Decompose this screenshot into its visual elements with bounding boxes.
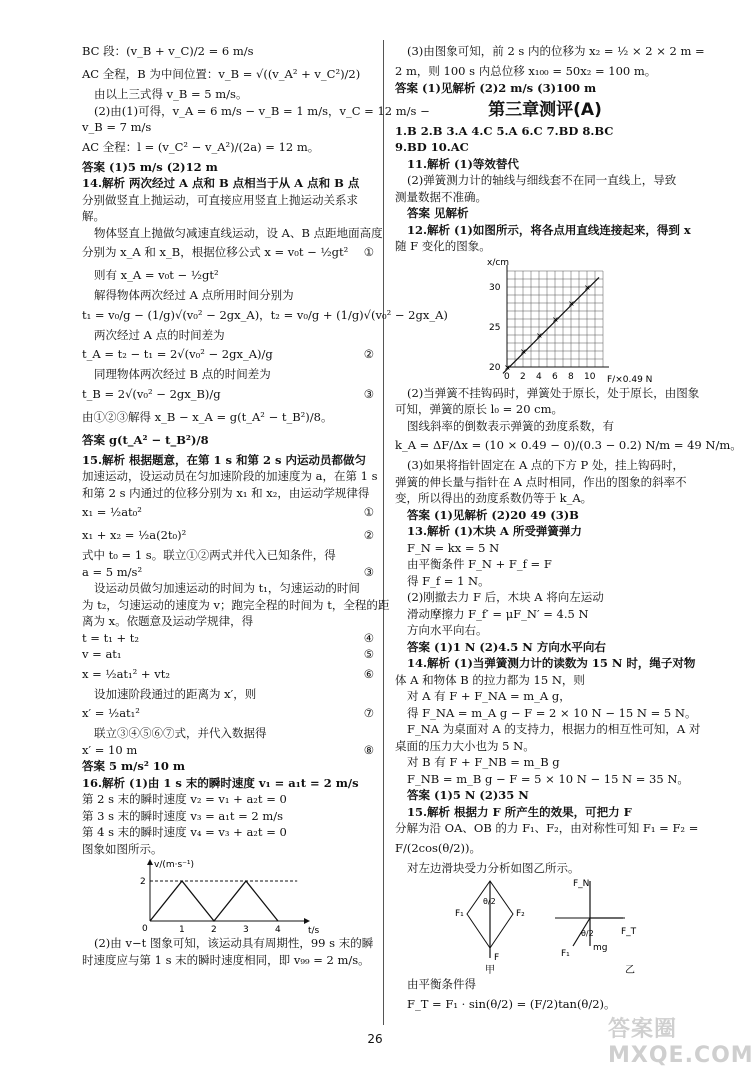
text-line: 得 F_NA = m_A g − F = 2 × 10 N − 15 N = 5 N。 bbox=[407, 705, 697, 720]
choice-answers: 1.B 2.B 3.A 4.C 5.A 6.C 7.BD 8.BC bbox=[395, 123, 614, 138]
text-line: 离为 x。依题意及运动学规律，得 bbox=[82, 614, 254, 628]
text-line: 图象如图所示。 bbox=[82, 841, 163, 856]
y-tick-label: 2 bbox=[140, 877, 146, 887]
y-axis-label: v/(m·s⁻¹) bbox=[154, 860, 195, 870]
equation-line: x₁ = ½at₀² ① bbox=[82, 505, 374, 519]
data-point: × bbox=[536, 330, 543, 340]
column-divider bbox=[383, 40, 384, 1025]
y-axis-label: x/cm bbox=[487, 257, 510, 268]
text-line: 对 A 有 F + F_NA = m_A g， bbox=[407, 689, 571, 703]
text-line: 滑动摩擦力 F_f′ = μF_N′ = 4.5 N bbox=[407, 606, 589, 621]
angle-label: θ/2 bbox=[483, 897, 496, 906]
data-point: × bbox=[584, 282, 591, 292]
x-axis-arrow bbox=[304, 918, 310, 924]
text-line: AC 全程：l = (v_C² − v_A²)/(2a) = 12 m。 bbox=[82, 139, 320, 154]
text-line: 由平衡条件 F_N + F_f = F bbox=[407, 557, 552, 571]
y-axis-arrow bbox=[147, 859, 153, 865]
chapter-title: 第三章测评(A) bbox=[488, 100, 602, 120]
text-line: (2)由 v−t 图象可知，该运动具有周期性，99 s 末的瞬 bbox=[94, 936, 374, 950]
text-line: 联立③④⑤⑥⑦式，并代入数据得 bbox=[94, 726, 267, 740]
answer-line: 答案 (1)见解析 (2)20 49 (3)B bbox=[407, 507, 579, 522]
text-line: (3)由图象可知，前 2 s 内的位移为 x₂ = ½ × 2 × 2 m = bbox=[407, 44, 705, 58]
text-line: 分别做竖直上抛运动，可直接应用竖直上抛运动关系求解。 bbox=[82, 192, 358, 223]
force-label-f2: F₂ bbox=[516, 909, 525, 919]
force-label-f1: F₁ bbox=[561, 949, 570, 959]
x-tick-label: 4 bbox=[536, 371, 542, 382]
text-line: 变，所以得出的劲度系数仍等于 k_A。 bbox=[395, 491, 593, 505]
data-point: × bbox=[552, 314, 559, 324]
equation-line: 则有 x_A = v₀t − ½gt² bbox=[94, 268, 219, 282]
text-line: 弹簧的伸长量与指针在 A 点时相同，作出的图象的斜率不 bbox=[395, 474, 687, 489]
figure-jia bbox=[455, 881, 525, 976]
text-line: 方向水平向右。 bbox=[407, 623, 488, 637]
equation-line: x′ = ½at₁² ⑦ bbox=[82, 706, 374, 720]
text-line: 和第 2 s 内通过的位移分别为 x₁ 和 x₂，由运动学规律得 bbox=[82, 485, 370, 500]
text-line: 可知，弹簧的原长 l₀ = 20 cm。 bbox=[395, 402, 564, 416]
text-line: 物体竖直上抛做匀减速直线运动，设 A、B 点距地面高度 bbox=[94, 225, 383, 240]
vt-series-line bbox=[150, 881, 278, 921]
choice-answers: 9.BD 10.AC bbox=[395, 140, 469, 154]
figure-label-jia: 甲 bbox=[485, 965, 495, 976]
x-f-chart bbox=[485, 255, 685, 385]
text-line: 随 F 变化的图象。 bbox=[395, 239, 491, 253]
text-line: 对 B 有 F + F_NB = m_B g bbox=[407, 755, 560, 769]
figure-yi bbox=[555, 879, 637, 976]
text-line: (2)刚撤去力 F 后，木块 A 将向左运动 bbox=[407, 590, 604, 604]
text-line: 图线斜率的倒数表示弹簧的劲度系数，有 bbox=[407, 418, 614, 433]
text-line: 同理物体两次经过 B 点的时间差为 bbox=[94, 367, 271, 381]
text-line: 式中 t₀ = 1 s。联立①②两式并代入已知条件，得 bbox=[82, 548, 336, 562]
answer-line: 答案 见解析 bbox=[407, 206, 469, 220]
page-number: 26 bbox=[367, 1032, 383, 1046]
text-line: F_NA 为桌面对 A 的支持力，根据力的相互性可知，A 对 bbox=[407, 722, 701, 736]
force-diagrams bbox=[395, 876, 685, 976]
x-axis-label: F/×0.49 N bbox=[607, 374, 653, 385]
text-line: 15.解析 根据力 F 所产生的效果，可把力 F bbox=[407, 804, 632, 819]
text-line: 13.解析 (1)木块 A 所受弹簧弹力 bbox=[407, 524, 582, 538]
data-point: × bbox=[504, 362, 511, 372]
y-tick-label: 20 bbox=[489, 362, 501, 373]
answer-line: 答案 (1)5 m/s (2)12 m bbox=[82, 159, 218, 174]
text-line: 体 A 和物体 B 的拉力都为 15 N，则 bbox=[395, 672, 585, 687]
x-tick-label: 1 bbox=[179, 925, 185, 935]
equation-line: x′ = 10 m ⑧ bbox=[82, 742, 374, 757]
text-line: (2)当弹簧不挂钩码时，弹簧处于原长，处于原长，由图象 bbox=[407, 385, 700, 400]
force-label-mg: mg bbox=[593, 943, 608, 953]
text-line: 由①②③解得 x_B − x_A = g(t_A² − t_B²)/8。 bbox=[82, 409, 333, 424]
x-tick-label: 8 bbox=[568, 371, 574, 382]
y-tick-label: 25 bbox=[489, 322, 501, 333]
x-tick-label: 3 bbox=[243, 925, 249, 935]
text-line: (3)如果将指针固定在 A 点的下方 P 处，挂上钩码时， bbox=[407, 458, 684, 472]
answer-line: 答案 g(t_A² − t_B²)/8 bbox=[82, 432, 209, 447]
x-tick-label: 10 bbox=[584, 371, 596, 382]
equation-line: t = t₁ + t₂ ④ bbox=[82, 630, 374, 645]
figure-label-yi: 乙 bbox=[625, 965, 635, 976]
text-line: 得 F_f = 1 N。 bbox=[407, 573, 490, 588]
angle-label: θ/2 bbox=[581, 929, 594, 938]
text-line: 2 m，则 100 s 内总位移 x₁₀₀ = 50x₂ = 100 m。 bbox=[395, 64, 657, 78]
answer-line: 答案 (1)5 N (2)35 N bbox=[407, 788, 529, 802]
text-line: 12.解析 (1)如图所示，将各点用直线连接起来，得到 x bbox=[407, 222, 691, 237]
x-tick-label: 0 bbox=[504, 371, 510, 382]
data-point: × bbox=[520, 346, 527, 356]
force-label-fn: F_N bbox=[573, 879, 590, 889]
x-tick-label: 4 bbox=[275, 925, 281, 935]
text-line: 第 3 s 末的瞬时速度 v₃ = a₁t = 2 m/s bbox=[82, 808, 284, 823]
equation-line: a = 5 m/s² ③ bbox=[82, 564, 374, 579]
text-line: F_NB = m_B g − F = 5 × 10 N − 15 N = 35 N。 bbox=[407, 771, 689, 786]
text-line: 测量数据不准确。 bbox=[395, 189, 487, 204]
equation-line: t_A = t₂ − t₁ = 2√(v₀² − 2gx_A)/g ② bbox=[82, 347, 374, 361]
text-line: 14.解析 (1)当弹簧测力计的读数为 15 N 时，绳子对物 bbox=[407, 656, 696, 670]
watermark: 答案圈 MXQE.COM bbox=[608, 1017, 754, 1068]
equation-line: F/(2cos(θ/2))。 bbox=[395, 840, 481, 855]
equation-line: 分别为 x_A 和 x_B，根据位移公式 x = v₀t − ½gt² ① bbox=[82, 245, 374, 259]
equation-line: t_B = 2√(v₀² − 2gx_B)/g ③ bbox=[82, 386, 374, 401]
text-line: 由以上三式得 v_B = 5 m/s。 bbox=[94, 87, 248, 101]
answer-line: 答案 5 m/s² 10 m bbox=[82, 759, 186, 773]
text-line: 分解为沿 OA、OB 的力 F₁、F₂，由对称性可知 F₁ = F₂ = bbox=[395, 821, 699, 835]
text-line: 时速度应与第 1 s 末的瞬时速度相同，即 v₉₉ = 2 m/s。 bbox=[82, 952, 370, 967]
text-line: (2)由(1)可得，v_A = 6 m/s − v_B = 1 m/s，v_C = 12 m/s − bbox=[94, 103, 430, 118]
equation-line: t₁ = v₀/g − (1/g)√(v₀² − 2gx_A)，t₂ = v₀/g + (1/g)√(v₀² − 2gx_A) bbox=[82, 307, 448, 322]
text-line: 两次经过 A 点的时间差为 bbox=[94, 327, 225, 342]
right-column bbox=[395, 40, 742, 1016]
text-line: BC 段：(v_B + v_C)/2 = 6 m/s bbox=[82, 44, 254, 58]
vt-chart bbox=[132, 857, 332, 935]
answer-line: 答案 (1)1 N (2)4.5 N 方向水平向右 bbox=[407, 639, 606, 654]
equation-line: x₁ + x₂ = ½a(2t₀)² ② bbox=[82, 528, 374, 542]
y-tick-label: 30 bbox=[489, 282, 501, 293]
text-line: 第 4 s 末的瞬时速度 v₄ = v₃ + a₂t = 0 bbox=[82, 825, 287, 839]
equation-line: F_T = F₁ · sin(θ/2) = (F/2)tan(θ/2)。 bbox=[407, 996, 616, 1011]
text-line: F_N = kx = 5 N bbox=[407, 540, 500, 555]
text-line: 11.解析 (1)等效替代 bbox=[407, 156, 519, 171]
text-line: 设运动员做匀加速运动的时间为 t₁，匀速运动的时间 bbox=[94, 581, 360, 595]
equation-line: k_A = ΔF/Δx = (10 × 0.49 − 0)/(0.3 − 0.2) N/m = 49 N/m。 bbox=[395, 438, 742, 452]
text-line: 设加速阶段通过的距离为 x′，则 bbox=[94, 686, 257, 701]
equation-line: v = at₁ ⑤ bbox=[82, 647, 374, 661]
text-line: 第 2 s 末的瞬时速度 v₂ = v₁ + a₂t = 0 bbox=[82, 792, 287, 806]
x-axis-label: t/s bbox=[308, 926, 320, 936]
text-line: v_B = 7 m/s bbox=[82, 120, 152, 134]
text-line: 解得物体两次经过 A 点所用时间分别为 bbox=[94, 288, 294, 302]
force-label-f: F bbox=[494, 953, 500, 963]
text-line: 14.解析 两次经过 A 点和 B 点相当于从 A 点和 B 点 bbox=[82, 176, 360, 190]
text-line: 加速运动，设运动员在匀加速阶段的加速度为 a，在第 1 s bbox=[82, 469, 378, 483]
text-line: 桌面的压力大小也为 5 N。 bbox=[395, 738, 535, 753]
answer-line: 答案 (1)见解析 (2)2 m/s (3)100 m bbox=[395, 80, 597, 95]
text-line: (2)弹簧测力计的轴线与细线套不在同一直线上，导致 bbox=[407, 173, 677, 187]
force-label-ft: F_T bbox=[621, 927, 637, 937]
data-point: × bbox=[568, 298, 575, 308]
x-tick-label: 2 bbox=[520, 371, 526, 382]
text-line: 对左边滑块受力分析如图乙所示。 bbox=[407, 860, 580, 875]
equation-line: x = ½at₁² + vt₂ ⑥ bbox=[82, 666, 374, 681]
x-tick-label: 2 bbox=[211, 925, 217, 935]
text-line: 16.解析 (1)由 1 s 末的瞬时速度 v₁ = a₁t = 2 m/s bbox=[82, 775, 359, 790]
origin-label: 0 bbox=[142, 924, 148, 934]
x-tick-label: 6 bbox=[552, 371, 558, 382]
text-line: 15.解析 根据题意，在第 1 s 和第 2 s 内运动员都做匀 bbox=[82, 452, 366, 467]
force-label-f1: F₁ bbox=[455, 909, 464, 919]
text-line: AC 全程，B 为中间位置：v_B = √((v_A² + v_C²)/2) bbox=[82, 67, 361, 81]
text-line: 为 t₂，匀速运动的速度为 v；跑完全程的时间为 t，全程的距 bbox=[82, 597, 390, 612]
text-line: 由平衡条件得 bbox=[407, 977, 476, 991]
